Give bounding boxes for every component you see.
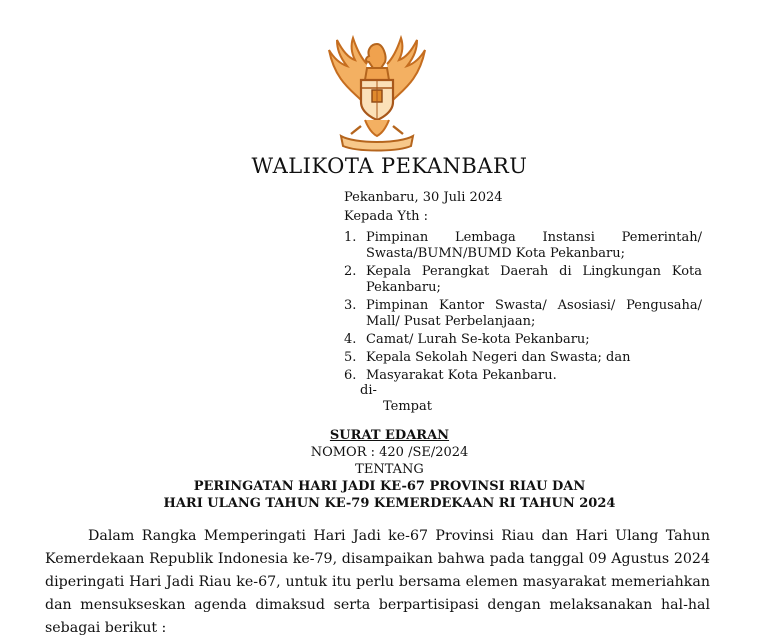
list-item: 2. Kepala Perangkat Daerah di Lingkungan Kota Pekanbaru; xyxy=(344,264,702,295)
kepada-label: Kepada Yth : xyxy=(344,209,429,224)
list-item: 6. Masyarakat Kota Pekanbaru. xyxy=(344,368,557,383)
place-date: Pekanbaru, 30 Juli 2024 xyxy=(344,190,503,205)
subject-line-1: PERINGATAN HARI JADI KE-67 PROVINSI RIAU DAN xyxy=(193,479,586,494)
garuda-emblem-icon xyxy=(321,30,433,155)
list-item: 3. Pimpinan Kantor Swasta/ Asosiasi/ Pengusaha/ Mall/ Pusat Perbelanjaan; xyxy=(344,298,702,329)
di-label: di- xyxy=(360,383,377,398)
page-title: WALIKOTA PEKANBARU xyxy=(251,154,528,178)
recipient-list xyxy=(344,230,702,386)
list-item: 4. Camat/ Lurah Se-kota Pekanbaru; xyxy=(344,332,590,347)
list-item: 5. Kepala Sekolah Negeri dan Swasta; dan xyxy=(344,350,631,365)
tentang-label: TENTANG xyxy=(355,462,424,477)
nomor-line: NOMOR : 420 /SE/2024 xyxy=(310,445,469,460)
body-paragraph: Dalam Rangka Memperingati Hari Jadi ke-67 Provinsi Riau dan Hari Ulang Tahun Kemerdekaan Republik Indonesia ke-79, disampaikan bahwa pada tanggal 09 Agustus 2024 diperingati Hari Jadi Riau ke-67, untuk itu perlu bersama elemen masyarakat memeriahkan dan mensukseskan agenda dimaksud serta berpartisipasi dengan melaksanakan hal-hal sebagai berikut : xyxy=(45,528,710,636)
surat-edaran-heading: SURAT EDARAN xyxy=(329,428,450,443)
subject-line-2: HARI ULANG TAHUN KE-79 KEMERDEKAAN RI TAHUN 2024 xyxy=(163,496,616,511)
list-item: 1. Pimpinan Lembaga Instansi Pemerintah/ Swasta/BUMN/BUMD Kota Pekanbaru; xyxy=(344,230,702,261)
tempat-label: Tempat xyxy=(383,399,432,414)
